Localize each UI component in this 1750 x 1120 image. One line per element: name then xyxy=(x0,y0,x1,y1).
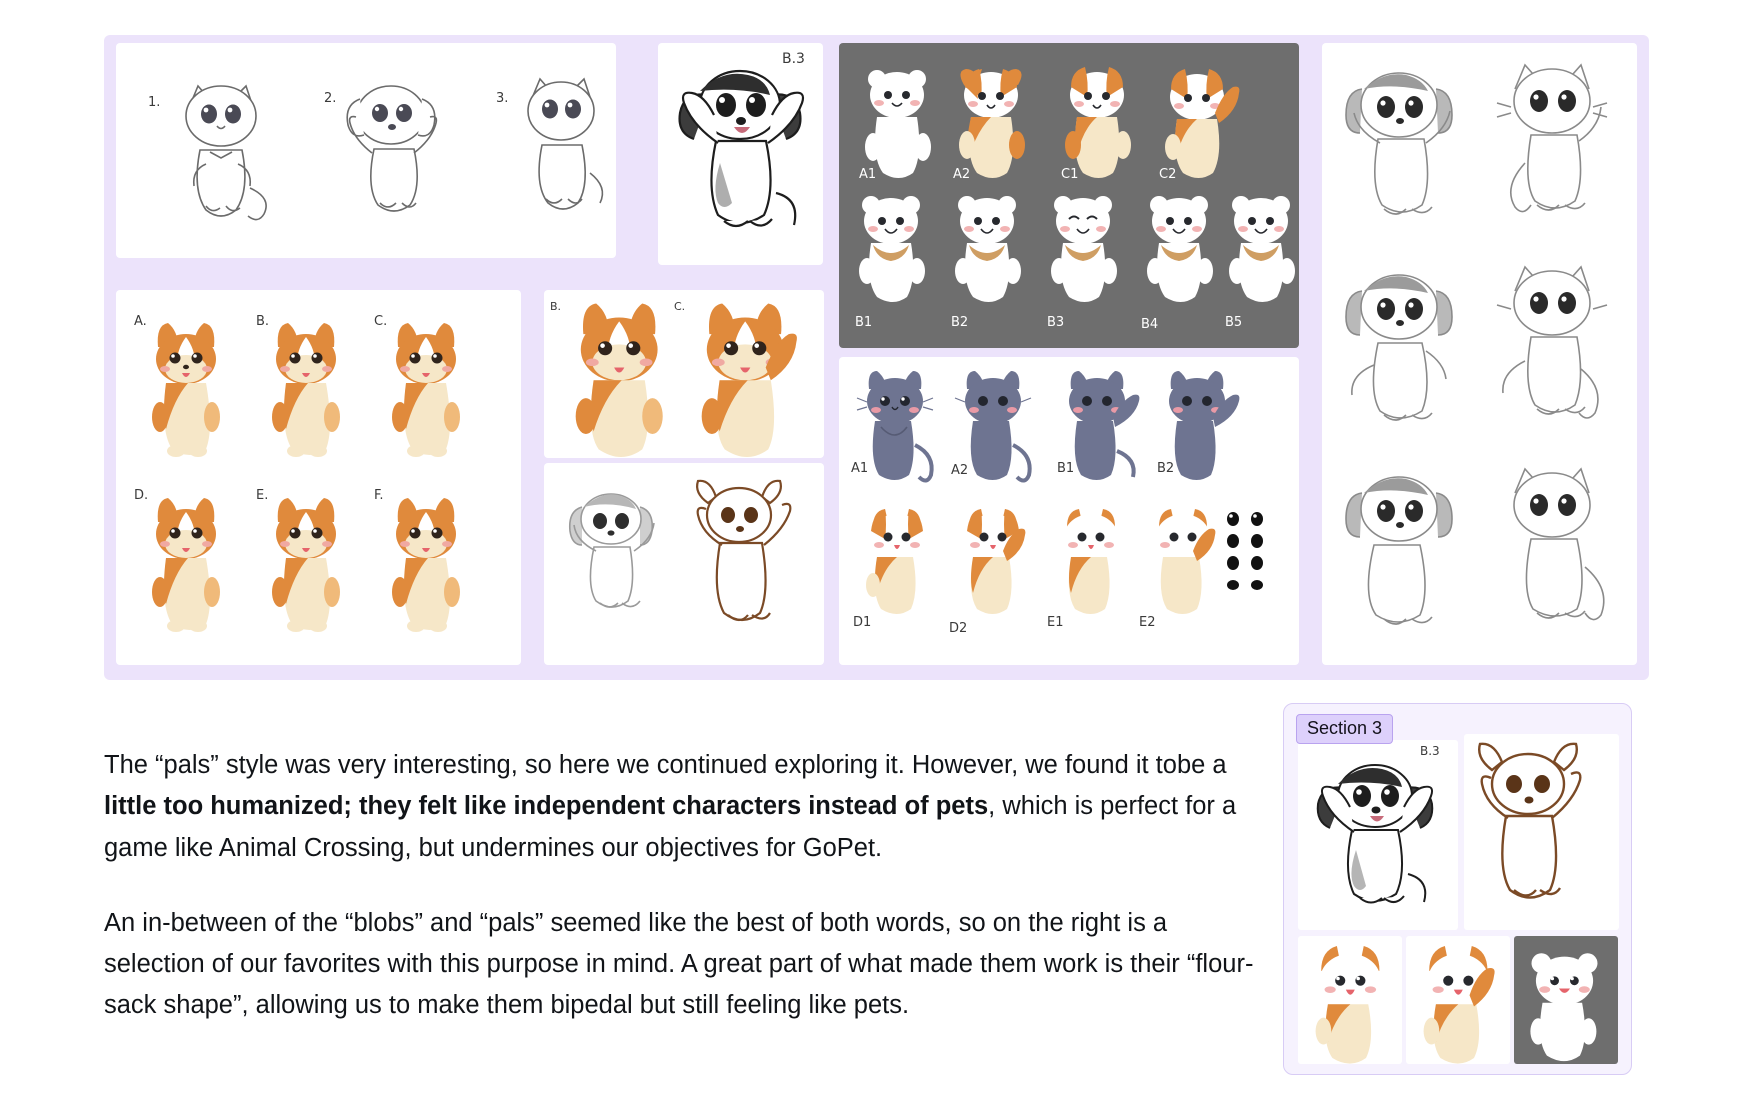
label-dog-e2: E2 xyxy=(1139,615,1156,630)
panel-shiba-pair-closeup[interactable] xyxy=(544,290,824,458)
label-dog-d1: D1 xyxy=(853,615,872,630)
para1-run2-bold: little too humanized; they felt like independent characters instead of pets xyxy=(104,792,989,821)
label-shiba-e: E. xyxy=(256,488,269,503)
label-b2: B2 xyxy=(951,315,969,330)
panel-shiba-color-variants[interactable] xyxy=(116,290,521,665)
pencil-pets-art xyxy=(1322,43,1637,665)
label-sketch-1: 1. xyxy=(148,95,161,110)
shiba-grid-art xyxy=(116,290,521,665)
label-a2: A2 xyxy=(953,167,971,182)
paragraph-2 xyxy=(104,903,1269,1027)
label-dog-e1: E1 xyxy=(1047,615,1064,630)
label-thumb-b3: B.3 xyxy=(1420,744,1440,758)
label-a1: A1 xyxy=(859,167,877,182)
panel-inked-dog-b3[interactable] xyxy=(658,43,823,265)
thumb-render-polar-cub[interactable] xyxy=(1514,936,1618,1064)
label-c1: C1 xyxy=(1061,167,1079,182)
para1-run3: , which is perfect for a game like Animal Crossing, but undermines our objectives for GoPet. xyxy=(104,792,1237,862)
label-sketch-2: 2. xyxy=(324,91,337,106)
para1-run1: The “pals” style was very interesting, so here we continued exploring it. However, we found it tobe a xyxy=(104,751,1227,779)
thumb-corgi-sitting-art xyxy=(1298,936,1402,1064)
thumb-polar-cub-art xyxy=(1514,936,1618,1064)
thumb-corgi-waving-art xyxy=(1406,936,1510,1064)
thumb-sketch-dog-b3[interactable] xyxy=(1298,740,1458,930)
label-shiba-f: F. xyxy=(374,488,384,503)
paragraph-1 xyxy=(104,745,1269,869)
thumb-render-corgi-waving[interactable] xyxy=(1406,936,1510,1064)
label-sketch-3: 3. xyxy=(496,91,509,106)
panel-dog-lineart-pair[interactable] xyxy=(544,463,824,665)
shiba-closeup-art xyxy=(544,290,824,458)
label-dog-d2: D2 xyxy=(949,621,968,636)
thumb-dog-b3-art xyxy=(1298,740,1458,930)
label-shiba-b: B. xyxy=(256,314,270,329)
panel-pencil-pets-grid[interactable] xyxy=(1322,43,1637,665)
panel-cat-dog-sketches[interactable] xyxy=(116,43,616,258)
para2-run1: An in-between of the “blobs” and “pals” seemed like the best of both words, so on the right is a selection of our favorites with this purpose in mind. A great part of what made them work is their “flour-sack shape”, allowing us to make them bipedal but still feeling like pets. xyxy=(104,908,1254,1020)
label-c2: C2 xyxy=(1159,167,1177,182)
thumb-brown-lineart-art xyxy=(1464,734,1619,930)
turnaround-art xyxy=(839,43,1299,348)
label-cat-a2: A2 xyxy=(951,463,969,478)
label-b3: B.3 xyxy=(782,51,805,67)
label-shiba-c: C. xyxy=(374,314,388,329)
inked-dog-art xyxy=(658,43,823,265)
label-shiba-d: D. xyxy=(134,488,149,503)
label-cat-b1: B1 xyxy=(1057,461,1075,476)
dog-lineart-art xyxy=(544,463,824,665)
sketch-trio-art xyxy=(116,43,616,258)
label-cat-b2: B2 xyxy=(1157,461,1175,476)
label-b5: B5 xyxy=(1225,315,1243,330)
label-b4: B4 xyxy=(1141,317,1159,332)
body-text xyxy=(104,745,1269,1027)
label-closeup-b: B. xyxy=(550,300,562,313)
label-cat-a1: A1 xyxy=(851,461,869,476)
section-3-card[interactable] xyxy=(1283,703,1632,1075)
lineup-art xyxy=(839,357,1299,665)
thumb-render-corgi-sitting[interactable] xyxy=(1298,936,1402,1064)
thumb-dog-brown-lineart[interactable] xyxy=(1464,734,1619,930)
label-b3-turn: B3 xyxy=(1047,315,1065,330)
label-b1: B1 xyxy=(855,315,873,330)
label-closeup-c: C. xyxy=(674,300,686,313)
panel-gray-turnaround[interactable] xyxy=(839,43,1299,348)
label-shiba-a: A. xyxy=(134,314,147,329)
gallery-panel xyxy=(104,35,1649,680)
panel-cat-dog-lineup[interactable] xyxy=(839,357,1299,665)
section-badge[interactable]: Section 3 xyxy=(1296,714,1393,744)
